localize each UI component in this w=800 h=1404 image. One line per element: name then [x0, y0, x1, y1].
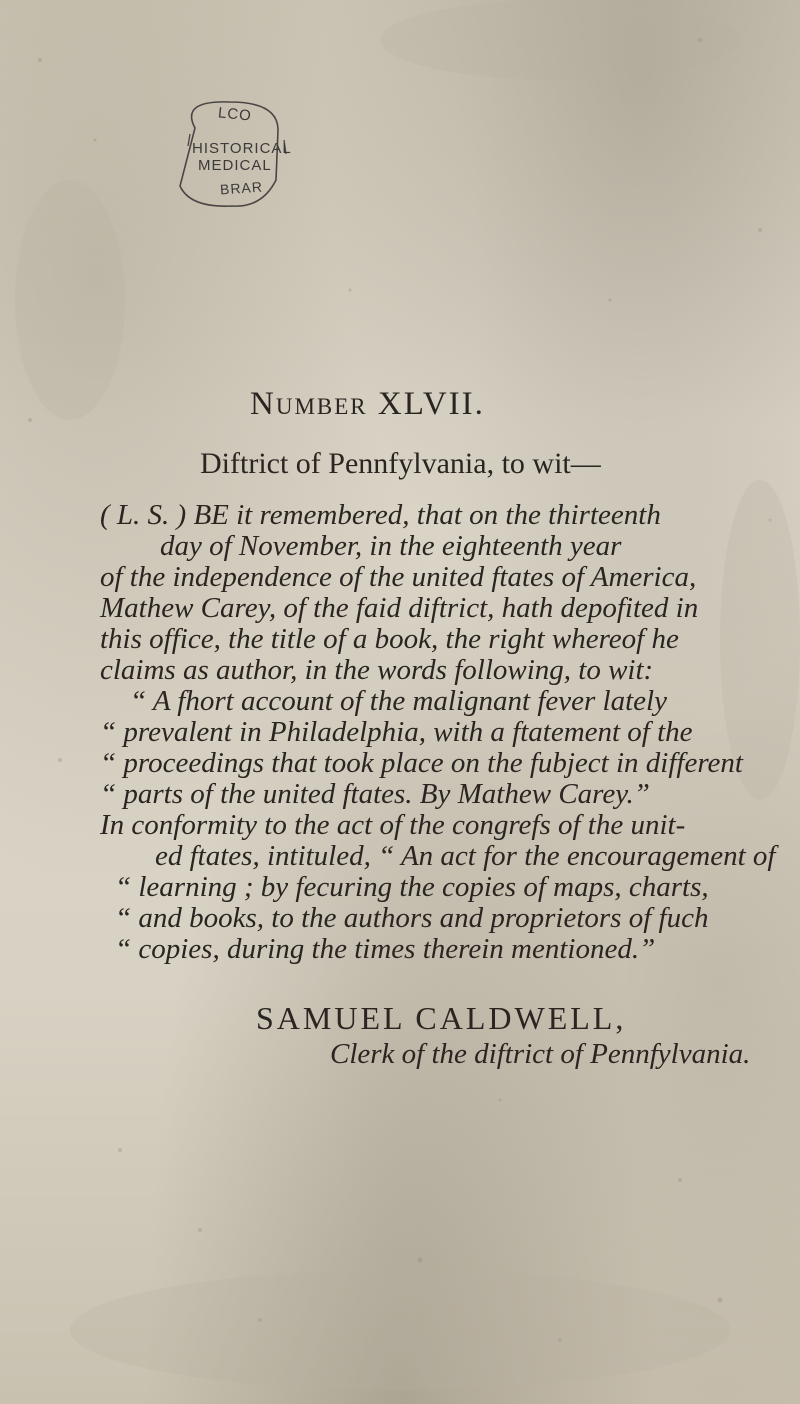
- body-line: “ parts of the united ftates. By Mathew Carey.”: [100, 778, 650, 810]
- body-line: “ copies, during the times therein mentioned.”: [115, 933, 656, 965]
- section-number: Number XLVII.: [250, 386, 485, 422]
- copyright-notice-body: [100, 500, 790, 965]
- body-line: “ prevalent in Philadelphia, with a ftatement of the: [100, 716, 693, 748]
- clerk-title: Clerk of the diftrict of Pennfylvania.: [330, 1038, 751, 1070]
- body-line: claims as author, in the words following, to wit:: [100, 654, 654, 686]
- body-line: day of November, in the eighteenth year: [160, 530, 622, 562]
- body-line: Mathew Carey, of the faid diftrict, hath depofited in: [100, 592, 699, 624]
- body-line: In conformity to the act of the congrefs of the unit-: [100, 809, 686, 841]
- library-stamp: [150, 90, 325, 215]
- body-line: “ and books, to the authors and proprietors of fuch: [115, 902, 709, 934]
- body-line: this office, the title of a book, the right whereof he: [100, 623, 679, 655]
- body-line: ed ftates, intituled, “ An act for the encouragement of: [155, 840, 776, 872]
- body-line: of the independence of the united ftates of America,: [100, 561, 697, 593]
- clerk-name: SAMUEL CALDWELL,: [256, 1000, 627, 1036]
- district-heading: Diftrict of Pennfylvania, to wit—: [200, 447, 601, 480]
- stamp-bottom-text: BRAR: [219, 178, 264, 198]
- body-line: “ A fhort account of the malignant fever lately: [130, 685, 667, 717]
- body-line: ( L. S. ) BE it remembered, that on the thirteenth: [100, 499, 661, 531]
- body-line: “ proceedings that took place on the fubject in different: [100, 747, 743, 779]
- body-line: “ learning ; by fecuring the copies of maps, charts,: [115, 871, 709, 903]
- stamp-medical-text: MEDICAL: [198, 157, 272, 174]
- stamp-historical-text: HISTORICAL: [192, 140, 292, 157]
- stamp-top-text: LCO: [217, 104, 253, 125]
